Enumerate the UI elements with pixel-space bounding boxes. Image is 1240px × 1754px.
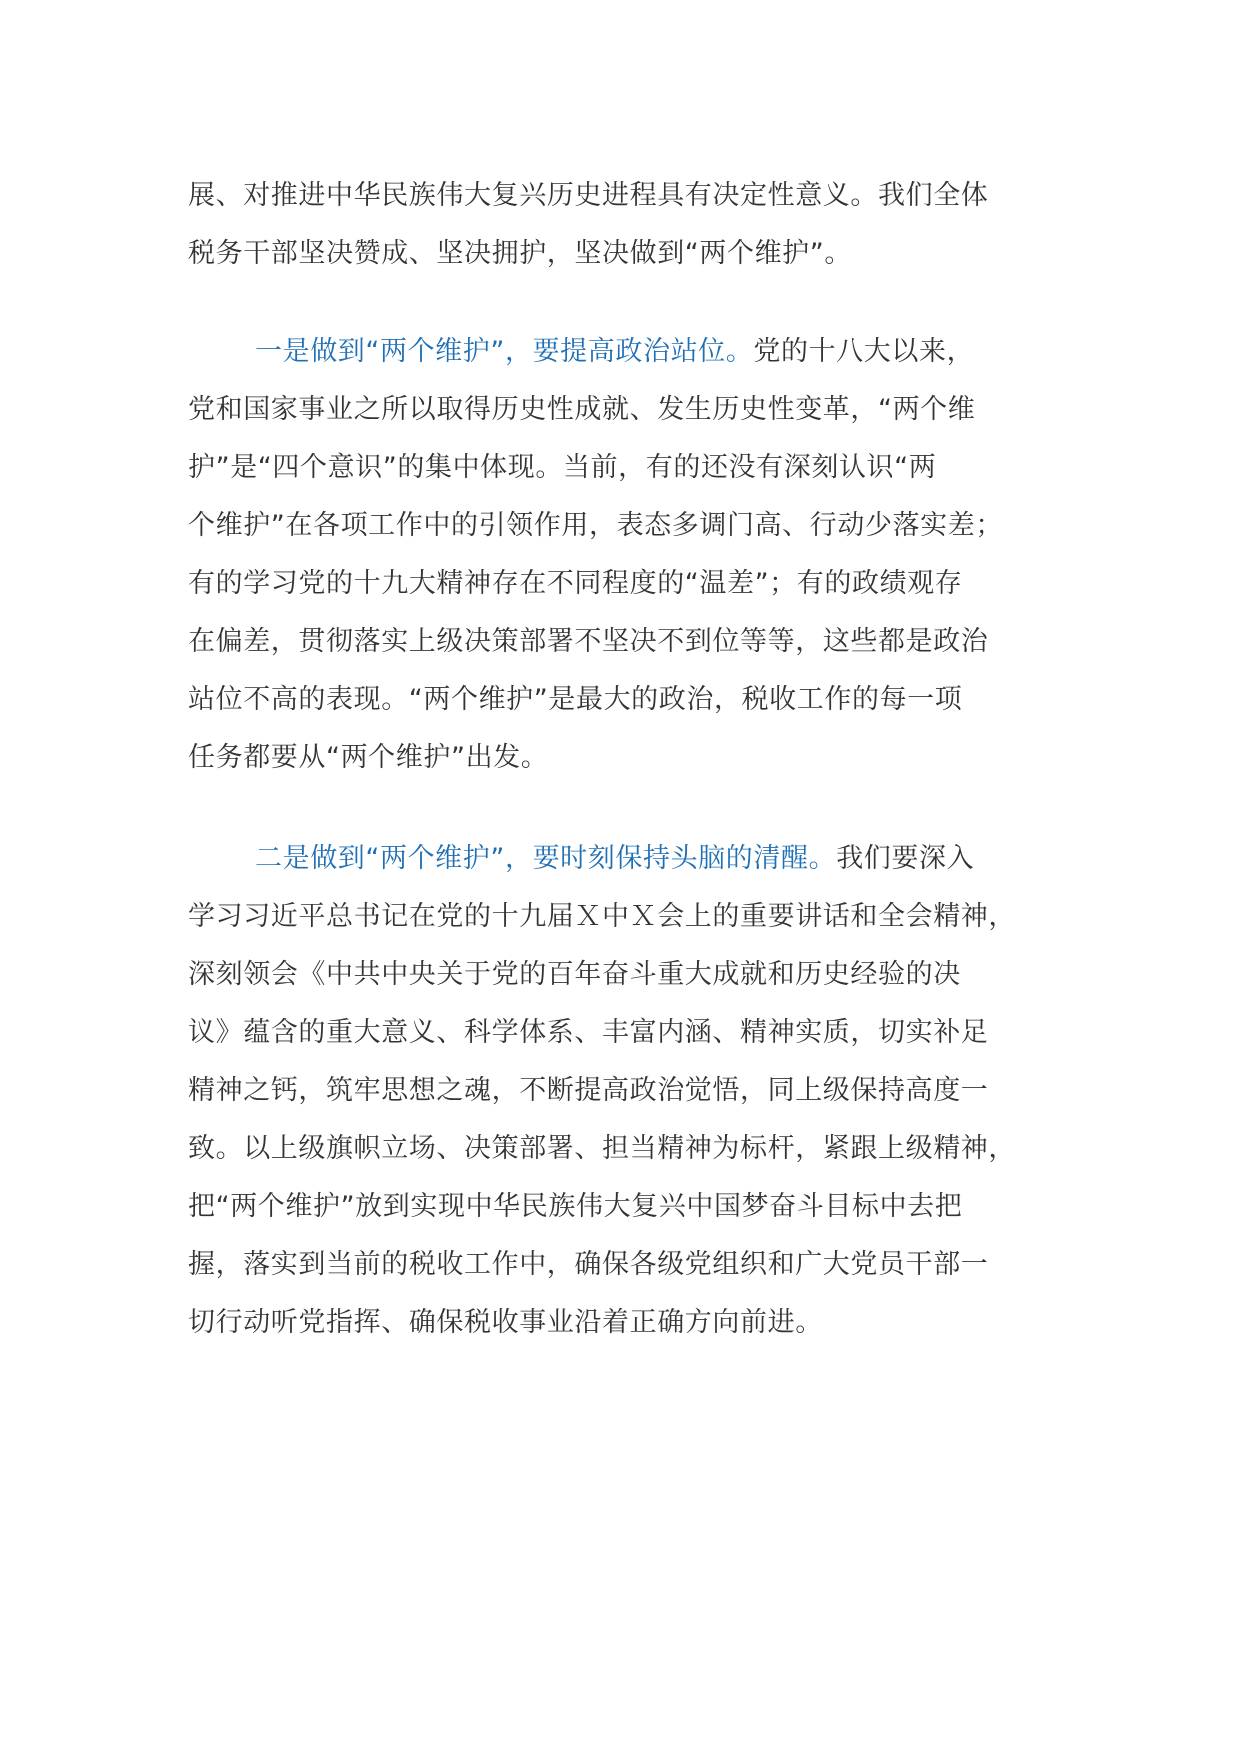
section2-line: 切行动听党指挥、确保税收事业沿着正确方向前进。 bbox=[188, 1307, 823, 1338]
section2-line: 把“两个维护”放到实现中华民族伟大复兴中国梦奋斗目标中去把 bbox=[188, 1191, 963, 1222]
section1-line: 有的学习党的十九大精神存在不同程度的“温差”；有的政绩观存 bbox=[188, 568, 963, 599]
section1-line: 任务都要从“两个维护”出发。 bbox=[188, 742, 549, 773]
section1-line: 个维护”在各项工作中的引领作用，表态多调门高、行动少落实差； bbox=[188, 510, 1003, 541]
intro-line: 展、对推进中华民族伟大复兴历史进程具有决定性意义。我们全体 bbox=[188, 180, 989, 211]
section2-first-line-text: 我们要深入 bbox=[836, 843, 975, 874]
section2-first-line bbox=[255, 827, 974, 891]
section2-line: 深刻领会《中共中央关于党的百年奋斗重大成就和历史经验的决 bbox=[188, 959, 961, 990]
section1-first-line-text: 党的十八大以来， bbox=[753, 336, 975, 367]
section2-line: 议》蕴含的重大意义、科学体系、丰富内涵、精神实质，切实补足 bbox=[188, 1017, 989, 1048]
section2-heading: 二是做到“两个维护”，要时刻保持头脑的清醒。 bbox=[255, 843, 837, 874]
section1-line: 站位不高的表现。“两个维护”是最大的政治，税收工作的每一项 bbox=[188, 684, 963, 715]
intro-line: 税务干部坚决赞成、坚决拥护，坚决做到“两个维护”。 bbox=[188, 238, 852, 269]
section1-line: 党和国家事业之所以取得历史性成就、发生历史性变革，“两个维 bbox=[188, 394, 976, 425]
section1-line: 在偏差，贯彻落实上级决策部署不坚决不到位等等，这些都是政治 bbox=[188, 626, 989, 657]
section1-heading: 一是做到“两个维护”，要提高政治站位。 bbox=[255, 336, 754, 367]
section2-line: 致。以上级旗帜立场、决策部署、担当精神为标杆，紧跟上级精神， bbox=[188, 1133, 1016, 1164]
section1-first-line bbox=[255, 320, 974, 384]
section2-line: 精神之钙，筑牢思想之魂，不断提高政治觉悟，同上级保持高度一 bbox=[188, 1075, 989, 1106]
section2-line: 握，落实到当前的税收工作中，确保各级党组织和广大党员干部一 bbox=[188, 1249, 989, 1280]
section2-line: 学习习近平总书记在党的十九届Ｘ中Ｘ会上的重要讲话和全会精神， bbox=[188, 901, 1016, 932]
section1-line: 护”是“四个意识”的集中体现。当前，有的还没有深刻认识“两 bbox=[188, 452, 937, 483]
